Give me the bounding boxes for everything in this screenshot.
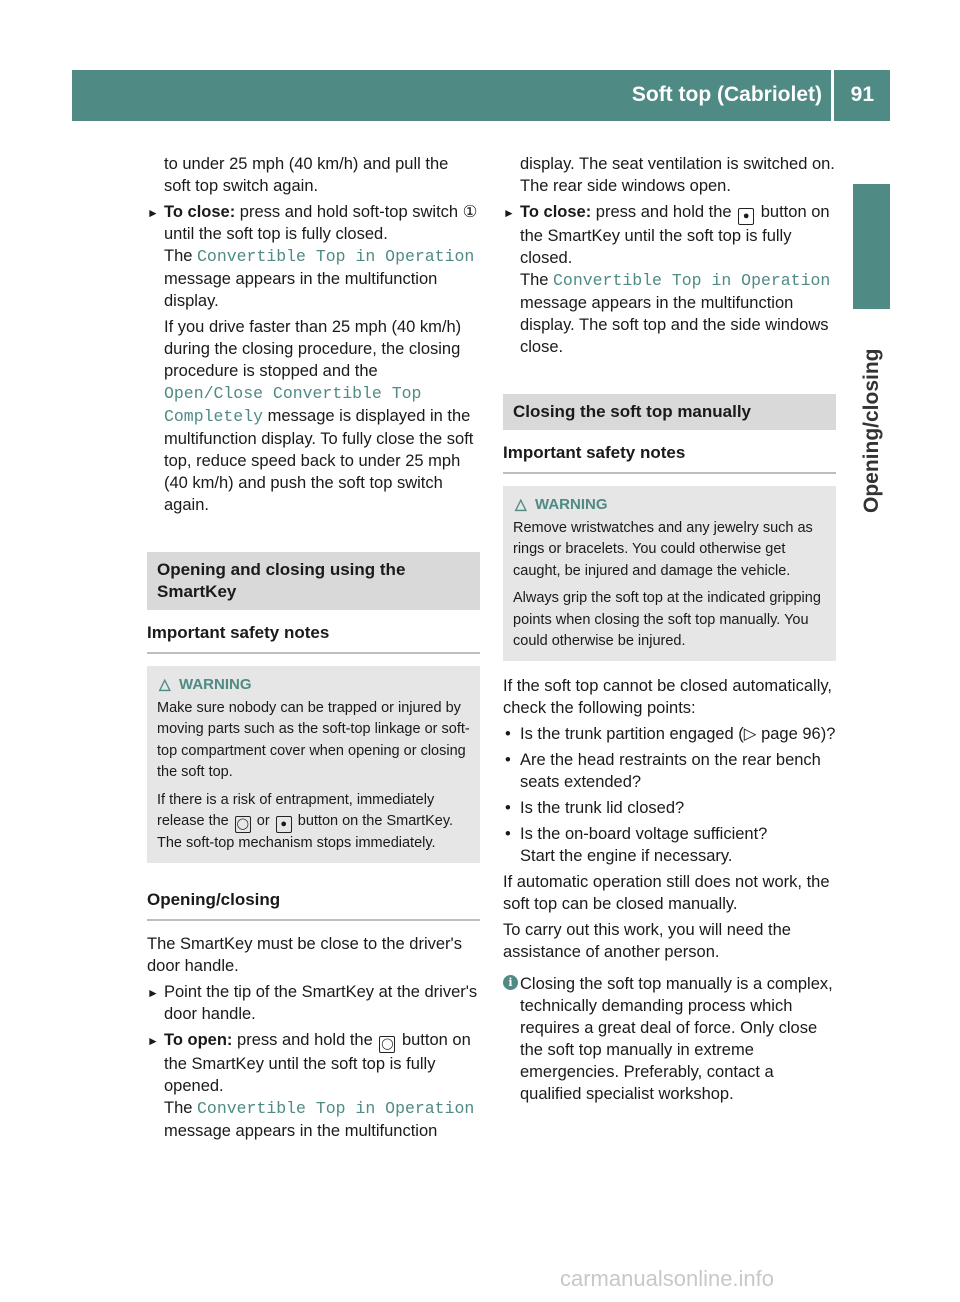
paragraph: The SmartKey must be close to the driver's door handle. xyxy=(147,934,462,975)
step-arrow-icon: ► xyxy=(147,1033,159,1048)
lock-icon: ● xyxy=(276,816,292,833)
section-title: Closing the soft top manually xyxy=(503,394,836,430)
info-icon: i xyxy=(503,975,518,990)
unlock-icon: ◯ xyxy=(379,1036,395,1053)
unlock-icon: ◯ xyxy=(235,816,251,833)
paragraph: If automatic operation still does not work, the soft top can be closed manually. xyxy=(503,872,830,913)
list-item: • Is the trunk partition engaged (▷ page 96)? xyxy=(505,724,836,743)
subheading: Important safety notes xyxy=(503,442,836,474)
lock-icon: ● xyxy=(738,208,754,225)
info-note: i Closing the soft top manually is a complex, technically demanding process which requires a great deal of force. Only close the soft top manually in extreme emergencies. Preferably, contact a qualified specialist workshop. xyxy=(503,973,836,1105)
step-arrow-icon: ► xyxy=(147,206,159,220)
side-tab-marker xyxy=(853,184,890,309)
display-message: Convertible Top in Operation xyxy=(197,1098,475,1118)
bullet-note: Start the engine if necessary. xyxy=(520,846,733,865)
list-item: • Is the on-board voltage sufficient? xyxy=(505,824,768,843)
section-title: Opening and closing using the SmartKey xyxy=(147,552,480,610)
display-message: Convertible Top in Operation xyxy=(553,271,831,290)
bullet-marker: • xyxy=(505,824,511,843)
continued-text: display. The seat ventilation is switched on. The rear side windows open. xyxy=(520,155,835,195)
list-item: • Is the trunk lid closed? xyxy=(505,798,685,817)
side-tab-label: Opening/closing xyxy=(860,348,883,513)
bullet-marker: • xyxy=(505,724,511,743)
bullet-marker: • xyxy=(505,798,511,817)
warning-triangle-icon: △ xyxy=(159,676,171,693)
step-arrow-icon: ► xyxy=(503,206,515,220)
point-step: ► Point the tip of the SmartKey at the driver's door handle. xyxy=(147,982,478,1023)
warning-box: △ WARNING Remove wristwatches and any jewelry such as rings or bracelets. You could otherwise get caught, be injured and damage the vehicle. Always grip the soft top at the indicated gripping points when closing the soft top manually. You could otherwise be injured. xyxy=(503,486,836,661)
page-header xyxy=(72,70,890,121)
list-item: • Are the head restraints on the rear bench seats extended? xyxy=(505,750,821,791)
header-divider xyxy=(831,70,834,121)
close-step: ► To close: press and hold soft-top switch ① until the soft top is fully closed. The Convertible Top in Operation message appears in the multifunction display. If you drive faster than 25 mph (40 km/h) during the closing procedure, the closing procedure is stopped and the Open/Close Convertible Top Completely message is displayed in the multifunction display. To fully close the soft top, reduce speed back to under 25 mph (40 km/h) and push the soft top switch again. xyxy=(147,203,478,514)
watermark: carmanualsonline.info xyxy=(560,1266,775,1291)
paragraph: If the soft top cannot be closed automatically, check the following points: xyxy=(503,676,832,717)
right-column xyxy=(503,153,836,1105)
subheading: Important safety notes xyxy=(147,622,480,654)
subheading: Opening/closing xyxy=(147,889,480,921)
intro-text: to under 25 mph (40 km/h) and pull the soft top switch again. xyxy=(164,155,449,195)
display-message: Convertible Top in Operation xyxy=(197,247,475,266)
left-column xyxy=(147,153,480,1142)
page-number: 91 xyxy=(850,83,874,106)
bullet-marker: • xyxy=(505,750,511,769)
close-step: ► To close: press and hold the ● button on the SmartKey until the soft top is fully closed. The Convertible Top in Operation message appears in the multifunction display. The soft top and the side windows close. xyxy=(503,203,831,356)
open-step: ► To open: press and hold the ◯ button on the SmartKey until the soft top is fully opened. The Convertible Top in Operation message appears in the multifunction xyxy=(147,1030,475,1140)
warning-triangle-icon: △ xyxy=(515,496,527,513)
header-title: Soft top (Cabriolet) xyxy=(631,83,822,106)
warning-box: △ WARNING Make sure nobody can be trapped or injured by moving parts such as the soft-top linkage or soft-top compartment cover when opening or closing the soft top. If there is a risk of entrapment, immediately release the ◯ or ● button on the SmartKey. The soft-top mechanism stops immediately. xyxy=(147,666,480,863)
step-arrow-icon: ► xyxy=(147,985,159,1000)
display-message: Open/Close Convertible Top Completely xyxy=(164,384,422,426)
paragraph: To carry out this work, you will need the assistance of another person. xyxy=(503,920,791,961)
